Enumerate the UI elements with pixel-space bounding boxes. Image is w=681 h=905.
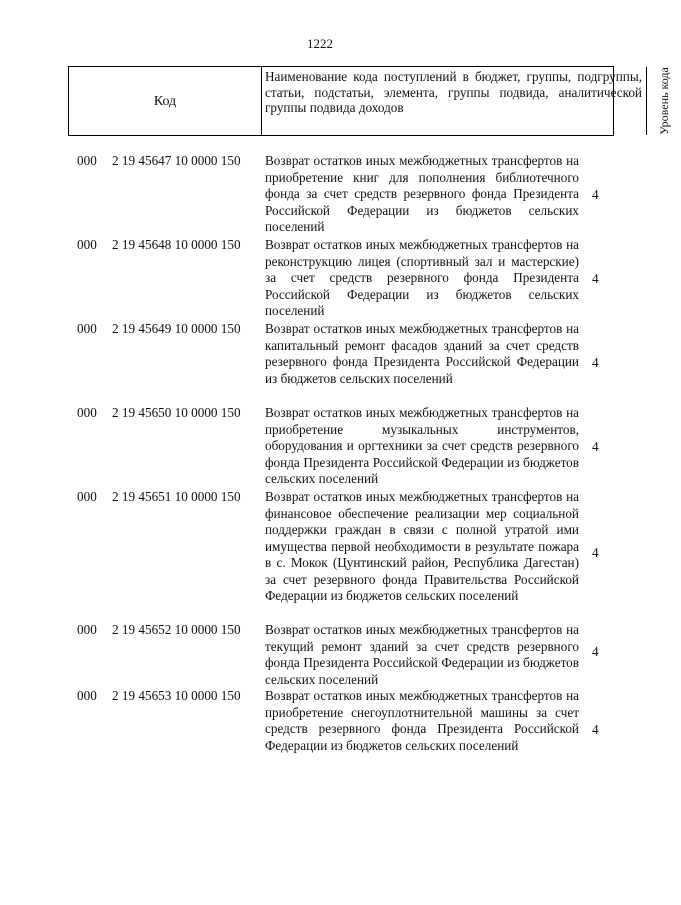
code-level: 4 — [592, 355, 599, 370]
revenue-code: 2 19 45647 10 0000 150 — [112, 153, 241, 168]
admin-code: 000 — [77, 622, 97, 637]
header-level-cell — [647, 67, 681, 135]
admin-code: 000 — [77, 153, 97, 168]
revenue-code: 2 19 45653 10 0000 150 — [112, 688, 241, 703]
code-level: 4 — [592, 439, 599, 454]
admin-code: 000 — [77, 489, 97, 504]
header-code-cell — [69, 67, 262, 135]
revenue-name: Возврат остатков иных межбюджетных трансфертов на реконструкцию лицея (спортивный зал и мастерские) за счет средств резервного фонда Президента Российской Федерации из бюджетов сельских поселений — [265, 237, 579, 318]
revenue-name: Возврат остатков иных межбюджетных трансфертов на приобретение книг для пополнения библиотечного фонда за счет средств резервного фонда Президента Российской Федерации из бюджетов сельских поселений — [265, 153, 579, 234]
code-level: 4 — [592, 187, 599, 202]
code-level: 4 — [592, 271, 599, 286]
revenue-name: Возврат остатков иных межбюджетных трансфертов на текущий ремонт зданий за счет средств резервного фонда Президента Российской Федерации из бюджетов сельских поселений — [265, 622, 579, 687]
header-level-label: Уровень кода — [657, 67, 671, 135]
admin-code: 000 — [77, 321, 97, 336]
code-level: 4 — [592, 545, 599, 560]
revenue-name: Возврат остатков иных межбюджетных трансфертов на капитальный ремонт фасадов зданий за счет средств резервного фонда Президента Российской Федерации из бюджетов сельских поселений — [265, 321, 579, 386]
header-code-label: Код — [153, 94, 177, 109]
revenue-code: 2 19 45648 10 0000 150 — [112, 237, 241, 252]
admin-code: 000 — [77, 405, 97, 420]
code-level: 4 — [592, 644, 599, 659]
page-number: 1222 — [307, 36, 333, 51]
revenue-code: 2 19 45651 10 0000 150 — [112, 489, 241, 504]
code-level: 4 — [592, 722, 599, 737]
table-header — [68, 66, 671, 136]
admin-code: 000 — [77, 237, 97, 252]
revenue-name: Возврат остатков иных межбюджетных трансфертов на финансовое обеспечение реализации мер социальной поддержки граждан в связи с полной утратой ими имущества первой необходимости в результате пожара в с. Мокок (Цунтинский район, Республика Дагестан) за счет резервного фонда Правительства Российской Федерации из бюджетов сельских поселений — [265, 489, 579, 603]
revenue-name: Возврат остатков иных межбюджетных трансфертов на приобретение снегоуплотнительной машины за счет средств резервного фонда Президента Российской Федерации из бюджетов сельских поселений — [265, 688, 579, 753]
admin-code: 000 — [77, 688, 97, 703]
revenue-code: 2 19 45649 10 0000 150 — [112, 321, 241, 336]
revenue-code: 2 19 45650 10 0000 150 — [112, 405, 241, 420]
revenue-name: Возврат остатков иных межбюджетных трансфертов на приобретение музыкальных инструментов, оборудования и оргтехники за счет средств резервного фонда Президента Российской Федерации из бюджетов сельских поселений — [265, 405, 579, 486]
revenue-code: 2 19 45652 10 0000 150 — [112, 622, 241, 637]
header-name-cell: Наименование кода поступлений в бюджет, группы, подгруппы, статьи, подстатьи, элемента, группы подвида, аналитической группы подвида доходов — [261, 67, 647, 135]
